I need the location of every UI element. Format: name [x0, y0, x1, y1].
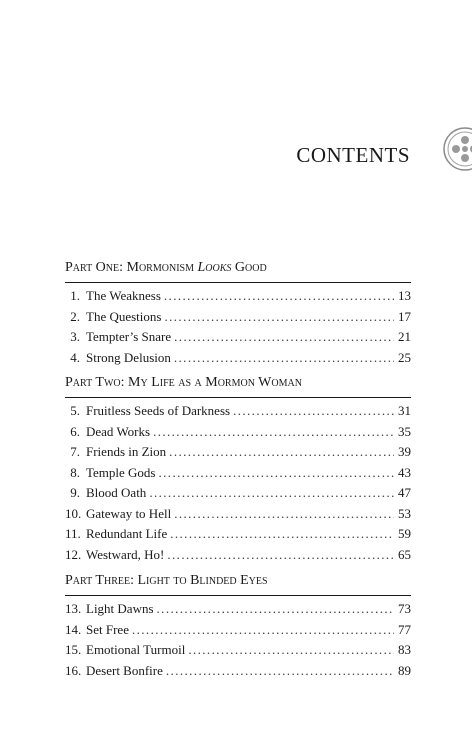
toc-entry[interactable] — [65, 463, 411, 484]
chapter-number: 7. — [70, 444, 80, 459]
leader-dots — [174, 327, 394, 348]
page-number: 47 — [398, 485, 411, 500]
page-number: 35 — [398, 423, 411, 439]
chapter-title: Temple Gods — [86, 464, 156, 480]
leader-dots — [149, 483, 394, 504]
toc-entry[interactable] — [65, 286, 411, 307]
leader-dots — [167, 545, 394, 566]
leader-dots — [166, 661, 394, 682]
leader-dots — [164, 286, 394, 307]
chapter-title: Gateway to Hell — [86, 505, 172, 521]
toc-entry[interactable] — [65, 483, 411, 504]
chapter-number: 16. — [65, 662, 82, 678]
page-number: 77 — [398, 621, 411, 637]
chapter-number: 9. — [70, 485, 80, 500]
part-heading — [65, 260, 411, 283]
chapter-number: 10. — [65, 505, 82, 521]
chapter-number: 8. — [70, 464, 80, 480]
toc-entry[interactable] — [65, 442, 411, 463]
chapter-title: Set Free — [86, 621, 129, 637]
leader-dots — [132, 620, 394, 641]
page-number: 89 — [398, 662, 411, 678]
chapter-title: Tempter’s Snare — [86, 329, 172, 344]
page-title: CONTENTS — [296, 143, 410, 167]
part-one-section — [65, 260, 411, 368]
chapter-title: The Weakness — [86, 288, 161, 303]
chapter-title: Friends in Zion — [86, 444, 167, 459]
part-two-section — [65, 375, 411, 565]
chapter-list — [65, 286, 411, 368]
chapter-number: 5. — [70, 403, 80, 418]
toc-entry[interactable] — [65, 348, 411, 369]
toc-entry[interactable] — [65, 620, 411, 641]
page-number: 13 — [398, 288, 411, 303]
page-number: 17 — [398, 308, 411, 324]
ornament-icon — [442, 126, 472, 172]
page-number: 43 — [398, 464, 411, 480]
toc-entry[interactable] — [65, 640, 411, 661]
page-number: 25 — [398, 349, 411, 365]
chapter-number: 2. — [70, 308, 80, 324]
page-number: 31 — [398, 403, 411, 418]
toc-entry[interactable] — [65, 524, 411, 545]
page-number: 83 — [398, 642, 411, 657]
page-number: 21 — [398, 329, 411, 344]
part-three-section — [65, 573, 411, 681]
chapter-title: Emotional Turmoil — [86, 642, 186, 657]
toc-entry[interactable] — [65, 422, 411, 443]
toc-entry[interactable] — [65, 307, 411, 328]
leader-dots — [174, 504, 394, 525]
toc-entry[interactable] — [65, 401, 411, 422]
part-heading-text: Part Two: My Life as a Mormon Woman — [65, 375, 302, 390]
page-number: 59 — [398, 526, 411, 541]
chapter-number: 3. — [70, 329, 80, 344]
chapter-number: 6. — [70, 423, 80, 439]
chapter-title: Dead Works — [86, 423, 151, 439]
part-heading-text: Part One: Mormonism — [65, 260, 198, 275]
page-number: 39 — [398, 444, 411, 459]
chapter-number: 13. — [65, 601, 82, 616]
chapter-number: 15. — [65, 642, 82, 657]
leader-dots — [233, 401, 394, 422]
chapter-list — [65, 599, 411, 681]
leader-dots — [159, 463, 395, 484]
chapter-number: 11. — [65, 526, 81, 541]
part-heading-suffix: Good — [231, 260, 267, 275]
chapter-list — [65, 401, 411, 565]
chapter-number: 14. — [65, 621, 82, 637]
leader-dots — [153, 422, 394, 443]
toc-entry[interactable] — [65, 599, 411, 620]
toc-entry[interactable] — [65, 545, 411, 566]
leader-dots — [157, 599, 394, 620]
part-heading-text: Part Three: Light to Blinded Eyes — [65, 573, 268, 588]
chapter-title: Strong Delusion — [86, 349, 171, 365]
part-heading — [65, 375, 411, 398]
page-number: 73 — [398, 601, 411, 616]
chapter-title: Fruitless Seeds of Darkness — [86, 403, 231, 418]
chapter-number: 4. — [70, 349, 80, 365]
toc-entry[interactable] — [65, 661, 411, 682]
chapter-title: Blood Oath — [86, 485, 147, 500]
page-number: 65 — [398, 546, 411, 562]
chapter-title: Desert Bonfire — [86, 662, 163, 678]
leader-dots — [170, 524, 394, 545]
leader-dots — [164, 307, 394, 328]
leader-dots — [174, 348, 394, 369]
chapter-title: Westward, Ho! — [86, 546, 165, 562]
leader-dots — [169, 442, 394, 463]
chapter-title: Redundant Life — [86, 526, 168, 541]
page-number: 53 — [398, 505, 411, 521]
toc-entry[interactable] — [65, 327, 411, 348]
chapter-number: 1. — [70, 288, 80, 303]
chapter-number: 12. — [65, 546, 82, 562]
part-heading — [65, 573, 411, 596]
chapter-title: The Questions — [86, 308, 162, 324]
toc-entry[interactable] — [65, 504, 411, 525]
chapter-title: Light Dawns — [86, 601, 154, 616]
part-heading-emphasis: Looks — [197, 260, 232, 275]
leader-dots — [188, 640, 394, 661]
